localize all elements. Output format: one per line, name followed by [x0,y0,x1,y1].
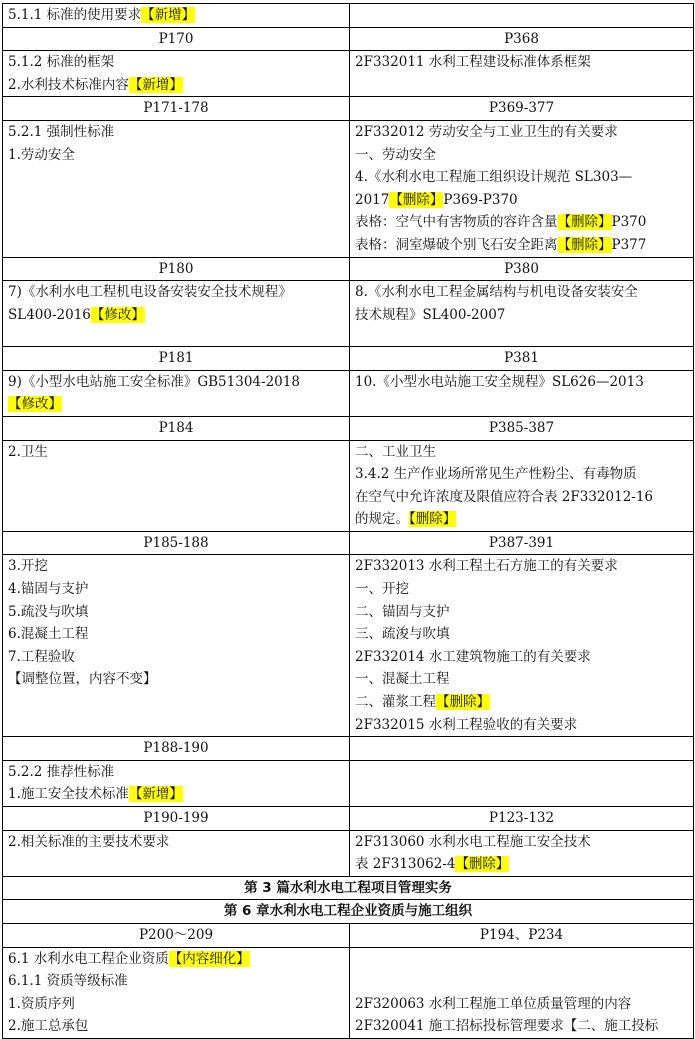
highlight-tag: 【修改】 [90,306,145,323]
text-line [8,761,344,784]
page-number-left: P170 [3,27,350,51]
page-number-left: P180 [3,257,350,281]
line-text: 1.劳动安全 [8,146,75,163]
content-row [3,830,694,876]
new-edition-cell [3,830,350,876]
text-line [355,304,688,327]
page-number-left: P190-199 [3,807,350,831]
text-line [8,4,344,27]
text-line [355,601,688,624]
highlight-tag: 【修改】 [8,396,62,413]
line-text: 1.施工安全技术标准 [8,786,129,803]
text-line [8,441,344,464]
line-text: 2F332011 水利工程建设标准体系框架 [355,54,591,71]
line-text: 的规定。 [355,511,409,528]
line-text: 6.混凝土工程 [8,626,89,643]
text-line [355,281,688,304]
line-text: 4.《水利水电工程施工组织设计规范 SL303— [355,169,633,186]
page-number-right: P381 [350,347,694,371]
line-text: 5.1.1 标准的使用要求 [8,7,142,23]
text-line [355,371,688,394]
text-line [355,668,688,691]
text-line [355,831,688,854]
page-number-row [3,416,694,440]
content-row [3,120,694,257]
page-number-right: P380 [350,257,694,281]
text-line [8,601,344,624]
line-text: 表 2F313062-4 [355,856,456,873]
text-line [355,144,688,167]
line-text: 4.锚固与支护 [8,581,89,598]
text-line [355,691,688,714]
page-number-right [350,737,694,761]
line-text: 表格：洞室爆破个别飞石安全距离 [355,236,558,253]
text-line [355,234,688,257]
page-number-row [3,807,694,831]
text-line [8,993,344,1016]
line-text: 5.2.2 推荐性标准 [8,763,115,780]
new-edition-cell [3,51,350,97]
line-text: 7.工程验收 [8,648,75,665]
old-edition-cell [350,120,694,257]
page-number-row [3,27,694,51]
line-text: 2.施工总承包 [8,1018,89,1035]
line-text: 2017 [355,191,390,208]
text-line [355,51,688,74]
page-number-right: P194、P234 [350,923,694,947]
old-edition-cell [350,281,694,347]
page-number-row [3,737,694,761]
page-number-right: P368 [350,27,694,51]
line-text: 6.1.1 资质等级标准 [8,973,128,990]
line-text: 8.《水利水电工程金属结构与机电设备安装安全 [355,284,638,301]
text-line [8,1015,344,1038]
line-text: 表格：空气中有害物质的容许含量 [355,214,558,231]
text-line [8,783,344,806]
line-text: 5.1.2 标准的框架 [8,54,115,71]
new-edition-cell [3,4,350,28]
text-line [355,948,688,971]
text-line [8,578,344,601]
page-number-row [3,347,694,371]
text-line [8,393,344,416]
page-number-right: P369-377 [350,97,694,121]
section-heading-row [3,876,694,900]
comparison-table [2,3,694,1039]
text-line [8,121,344,144]
text-line [8,646,344,669]
page-number-left: P171-178 [3,97,350,121]
page-ref: P369-P370 [443,191,518,208]
text-line [355,211,688,234]
line-text: 在空气中允许浓度及限值应符合表 2F332012-16 [355,488,654,505]
text-line [8,304,344,327]
line-text: 2F332015 水利工程验收的有关要求 [355,716,578,733]
text-line [8,623,344,646]
content-row [3,555,694,737]
line-text: 6.1 水利水电工程企业资质 [8,950,169,967]
old-edition-cell [350,370,694,416]
page-number-row [3,97,694,121]
page-ref: P370 [611,214,647,231]
old-edition-cell [350,440,694,531]
page-number-left: P181 [3,347,350,371]
page-number-row [3,923,694,947]
page-number-left: P200～209 [3,923,350,947]
text-line [355,189,688,212]
text-line [355,486,688,509]
new-edition-cell [3,947,350,1038]
line-text: 二、灌浆工程 [355,694,436,711]
old-edition-cell [350,947,694,1038]
page-number-row [3,531,694,555]
content-row [3,760,694,806]
section-heading-row [3,900,694,924]
highlight-tag: 【删除】 [557,236,612,253]
line-text: 2F332012 劳动安全与工业卫生的有关要求 [355,123,618,140]
text-line [8,831,344,854]
line-text: 9)《小型水电站施工安全标准》GB51304-2018 [8,373,300,390]
line-text: 一、混凝土工程 [355,671,450,688]
highlight-tag: 【新增】 [141,7,196,23]
line-text: 一、劳动安全 [355,146,436,163]
line-text: 技术规程》SL400-2007 [355,306,506,323]
line-text: 1.资质序列 [8,995,75,1012]
page-number-left: P188-190 [3,737,350,761]
line-text: 2F320063 水利工程施工单位质量管理的内容 [355,995,632,1012]
line-text: 一、开挖 [355,581,409,598]
line-text: 【调整位置，内容不变】 [8,671,157,688]
line-text: 2F320041 施工招标投标管理要求【二、施工投标 [355,1018,659,1035]
content-row [3,947,694,1038]
page-number-left: P185-188 [3,531,350,555]
text-line [355,555,688,578]
text-line [355,578,688,601]
text-line [355,853,688,876]
text-line [8,51,344,74]
line-text: 10.《小型水电站施工安全规程》SL626—2013 [355,373,644,390]
line-text: 2F332014 水工建筑物施工的有关要求 [355,648,591,665]
line-text: 2F332013 水利工程土石方施工的有关要求 [355,558,618,575]
text-line [355,441,688,464]
text-line [8,144,344,167]
section-heading: 第 3 篇水利水电工程项目管理实务 [3,876,694,900]
highlight-tag: 【内容细化】 [168,950,250,967]
page-number-left: P184 [3,416,350,440]
highlight-tag: 【删除】 [409,511,457,528]
line-text: 2.水利技术标准内容 [8,76,129,93]
text-line [8,970,344,993]
text-line [355,623,688,646]
new-edition-cell [3,370,350,416]
text-line [355,646,688,669]
text-line [355,463,688,486]
text-line [355,121,688,144]
line-text: 5.疏没与吹填 [8,603,89,620]
new-edition-cell [3,555,350,737]
highlight-tag: 【删除】 [455,856,510,873]
new-edition-cell [3,440,350,531]
old-edition-cell [350,830,694,876]
page-ref: P377 [611,236,647,253]
line-text: 7)《水利水电工程机电设备安装安全技术规程》 [8,284,292,301]
new-edition-cell [3,760,350,806]
page-number-right: P387-391 [350,531,694,555]
line-text: 5.2.1 强制性标准 [8,123,115,140]
line-text: 二、工业卫生 [355,443,436,460]
text-line [355,993,688,1016]
text-line [355,166,688,189]
content-row [3,51,694,97]
line-text: SL400-2016 [8,306,91,323]
content-row [3,370,694,416]
highlight-tag: 【删除】 [436,694,490,711]
content-row [3,4,694,28]
highlight-tag: 【删除】 [557,214,612,231]
text-line [8,668,344,691]
text-line [355,508,688,531]
line-text: 三、疏浚与吹填 [355,626,450,643]
old-edition-cell [350,51,694,97]
page-number-right: P385-387 [350,416,694,440]
content-row [3,440,694,531]
line-text: 2.相关标准的主要技术要求 [8,833,170,850]
line-text: 二、锚固与支护 [355,603,450,620]
page-number-right: P123-132 [350,807,694,831]
table-body [3,4,694,1039]
old-edition-cell [350,760,694,806]
new-edition-cell [3,120,350,257]
line-text: 3.4.2 生产作业场所常见生产性粉尘、有毒物质 [355,466,637,483]
old-edition-cell [350,4,694,28]
highlight-tag: 【删除】 [389,191,444,208]
text-line [8,74,344,97]
line-text: 2.卫生 [8,443,48,460]
highlight-tag: 【新增】 [128,786,183,803]
page-number-row [3,257,694,281]
text-line [8,281,344,304]
old-edition-cell [350,555,694,737]
text-line [8,555,344,578]
text-line [355,970,688,993]
section-heading: 第 6 章水利水电工程企业资质与施工组织 [3,900,694,924]
text-line [8,948,344,971]
highlight-tag: 【新增】 [128,76,183,93]
text-line [8,371,344,394]
line-text: 3.开挖 [8,558,48,575]
text-line [355,714,688,737]
new-edition-cell [3,281,350,347]
line-text: 2F313060 水利水电工程施工安全技术 [355,833,591,850]
content-row [3,281,694,347]
text-line [355,1015,688,1038]
